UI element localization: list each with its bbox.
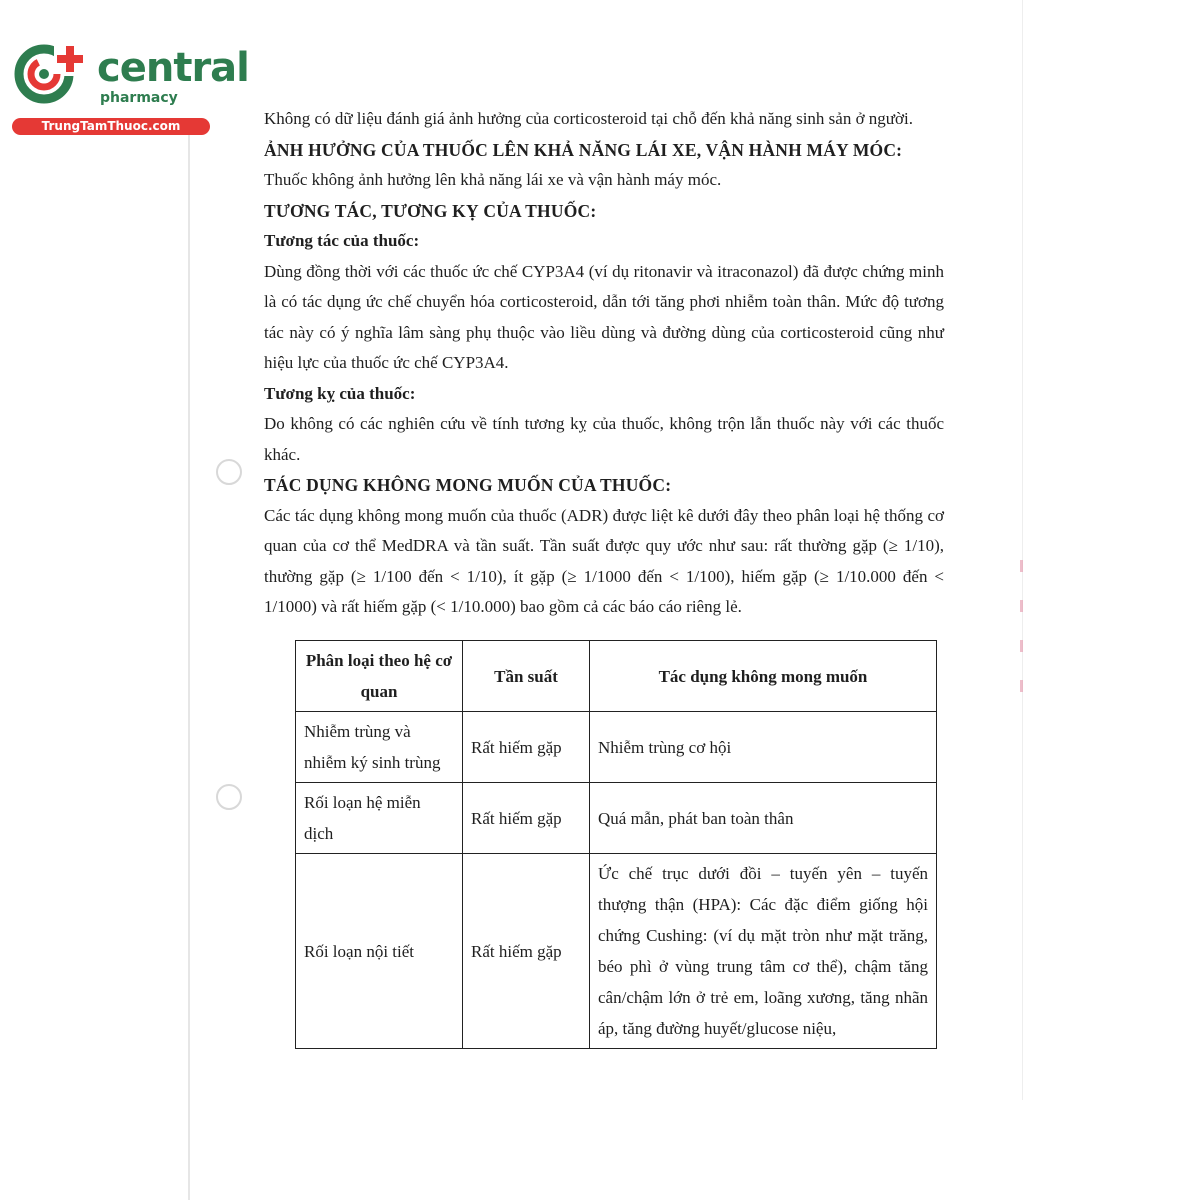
header-adverse-effect: Tác dụng không mong muốn	[590, 641, 937, 712]
heading-adr: TÁC DỤNG KHÔNG MONG MUỐN CỦA THUỐC:	[264, 475, 672, 495]
heading-interaction: TƯƠNG TÁC, TƯƠNG KỴ CỦA THUỐC:	[264, 200, 597, 221]
punch-hole	[216, 784, 242, 810]
subheading-incompatibility: Tương kỵ của thuốc:	[264, 383, 416, 403]
cell-adverse-effect: Nhiễm trùng cơ hội	[590, 712, 937, 783]
document-body	[264, 104, 944, 623]
table-row	[296, 783, 937, 854]
cell-adverse-effect: Ức chế trục dưới đồi – tuyến yên – tuyến thượng thận (HPA): Các đặc điểm giống hội chứng Cushing: (ví dụ mặt tròn như mặt trăng, béo phì ở vùng trung tâm cơ thể), chậm tăng cân/chậm lớn ở trẻ em, loãng xương, tăng nhãn áp, tăng đường huyết/glucose niệu,	[590, 854, 937, 1049]
page-edge-left	[188, 130, 190, 1200]
table-header-row	[296, 641, 937, 712]
subheading-interaction: Tương tác của thuốc:	[264, 231, 420, 250]
logo-site-link[interactable]: TrungTamThuoc.com	[12, 118, 210, 135]
cell-frequency: Rất hiếm gặp	[463, 712, 590, 783]
cell-organ-class: Rối loạn hệ miễn dịch	[296, 783, 463, 854]
logo-tagline: pharmacy	[100, 90, 178, 106]
logo	[10, 38, 249, 138]
page-edge-right	[1022, 0, 1023, 1100]
heading-driving: ẢNH HƯỞNG CỦA THUỐC LÊN KHẢ NĂNG LÁI XE, VẬN HÀNH MÁY MÓC:	[264, 139, 903, 160]
paragraph-incompatibility: Do không có các nghiên cứu về tính tương kỵ của thuốc, không trộn lẫn thuốc này với các thuốc khác.	[264, 414, 944, 464]
table-row	[296, 854, 937, 1049]
cell-organ-class: Nhiễm trùng và nhiễm ký sinh trùng	[296, 712, 463, 783]
paragraph-driving: Thuốc không ảnh hưởng lên khả năng lái xe và vận hành máy móc.	[264, 170, 722, 189]
paragraph-adr: Các tác dụng không mong muốn của thuốc (ADR) được liệt kê dưới đây theo phân loại hệ thống cơ quan của cơ thể MedDRA và tần suất. Tần suất được quy ước như sau: rất thường gặp (≥ 1/10), thường gặp (≥ 1/100 đến < 1/10), ít gặp (≥ 1/1000 đến < 1/100), hiếm gặp (≥ 1/10.000 đến < 1/1000) và rất hiếm gặp (< 1/10.000) bao gồm cả các báo cáo riêng lẻ.	[264, 505, 944, 616]
table-row	[296, 712, 937, 783]
paragraph-interaction: Dùng đồng thời với các thuốc ức chế CYP3A4 (ví dụ ritonavir và itraconazol) đã được chứng minh là có tác dụng ức chế chuyển hóa corticosteroid, dẫn tới tăng phơi nhiễm toàn thân. Mức độ tương tác này có ý nghĩa lâm sàng phụ thuộc vào liều dùng và đường dùng của corticosteroid cũng như hiệu lực của thuốc ức chế CYP3A4.	[264, 261, 944, 372]
paragraph-fertility: Không có dữ liệu đánh giá ảnh hưởng của corticosteroid tại chỗ đến khả năng sinh sản ở người.	[264, 109, 913, 128]
pharmacy-cross-icon	[10, 38, 90, 108]
cell-organ-class: Rối loạn nội tiết	[296, 854, 463, 1049]
logo-name: central	[97, 45, 249, 91]
punch-hole	[216, 459, 242, 485]
adr-table	[295, 640, 937, 1049]
header-frequency: Tần suất	[463, 641, 590, 712]
edge-marks	[1016, 560, 1030, 710]
cell-frequency: Rất hiếm gặp	[463, 854, 590, 1049]
cell-adverse-effect: Quá mẫn, phát ban toàn thân	[590, 783, 937, 854]
cell-frequency: Rất hiếm gặp	[463, 783, 590, 854]
header-organ-class: Phân loại theo hệ cơ quan	[296, 641, 463, 712]
